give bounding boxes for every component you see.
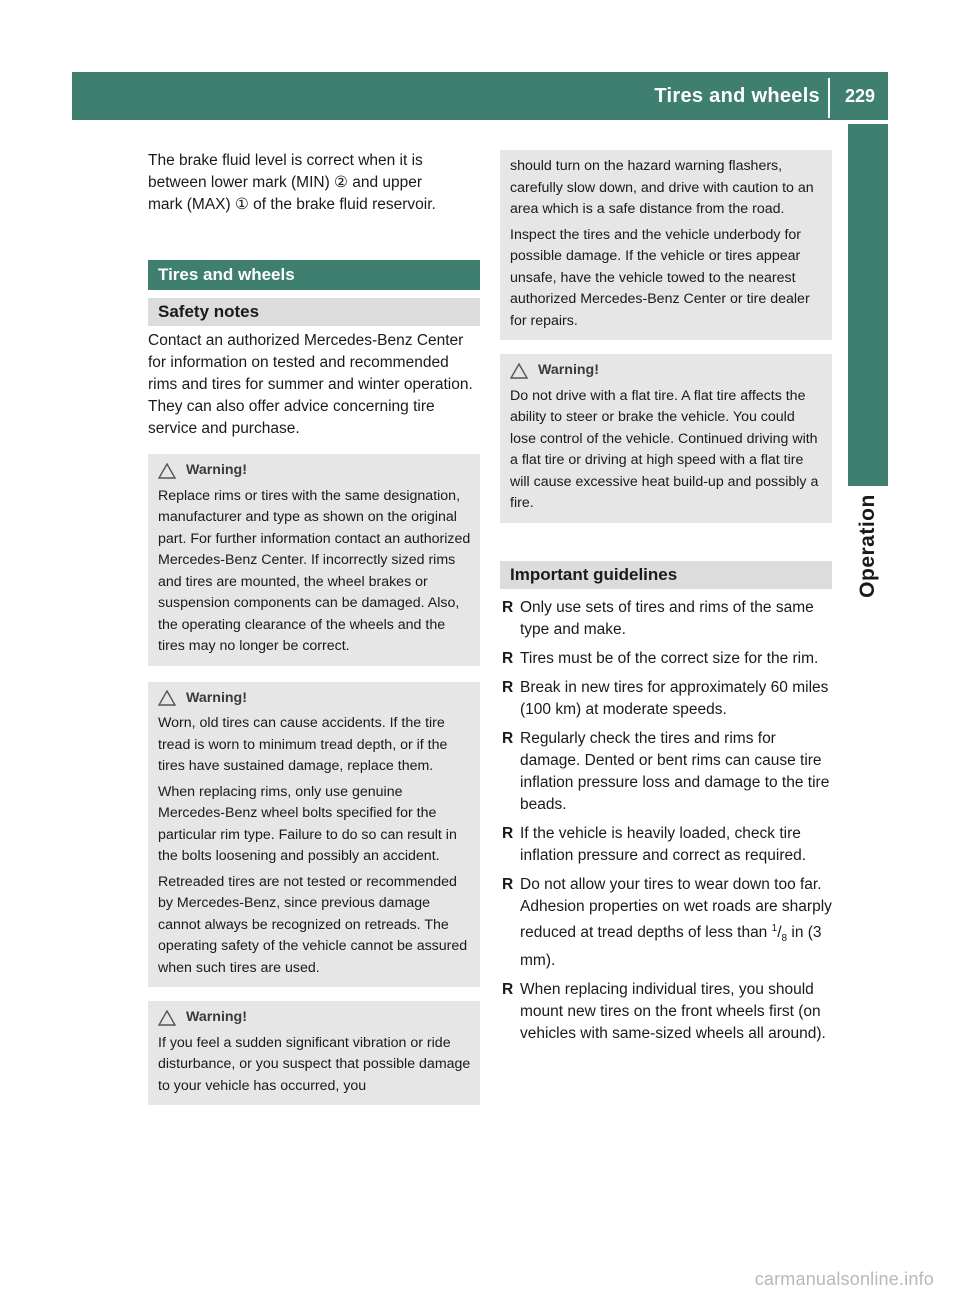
- side-tab: [848, 124, 888, 486]
- warning-box-4: [500, 354, 832, 523]
- header-section-title: Tires and wheels: [654, 85, 820, 107]
- warning-paragraph: Inspect the tires and the vehicle underbody for possible damage. If the vehicle or tires appear unsafe, have the vehicle towed to the nearest authorized Mercedes-Benz Center or tire dealer for repairs.: [510, 226, 810, 329]
- intro-line-2a: between lower mark (MIN): [148, 174, 335, 191]
- warning-box-2: [148, 682, 480, 988]
- fraction-one-eighth: $^1/_8$: [771, 922, 788, 944]
- list-item: R Tires must be of the correct size for the rim.: [500, 648, 832, 670]
- safety-notes-text: Contact an authorized Mercedes-Benz Center for information on tested and recommended rims and tires for summer and winter operation. They can also offer advice concerning tire service and purchase.: [148, 332, 473, 437]
- bullet-icon: R: [502, 824, 514, 842]
- warning-triangle-icon: [158, 1010, 176, 1026]
- list-item: R Break in new tires for approximately 60 miles (100 km) at moderate speeds.: [502, 678, 829, 718]
- bullet-icon: R: [502, 598, 514, 616]
- warning-box-3: [148, 1001, 480, 1105]
- intro-line-3a: mark (MAX): [148, 196, 235, 213]
- section-heading: Tires and wheels: [148, 260, 480, 290]
- warning-box-1: [148, 454, 480, 666]
- side-tab-label-box: [848, 486, 888, 606]
- intro-paragraph: [148, 150, 480, 216]
- warning-text: If you feel a sudden significant vibration or ride disturbance, or you suspect that possible damage to your vehicle has occurred, you: [158, 1034, 471, 1094]
- warning-paragraph: Retreaded tires are not tested or recommended by Mercedes-Benz, since previous damage cannot always be recognized on retreads. The operating safety of the vehicle cannot be assured when such tires are used.: [158, 873, 468, 976]
- max-marker-icon: ①: [234, 196, 249, 213]
- list-item: R Only use sets of tires and rims of the same type and make.: [502, 598, 814, 638]
- warning-box-continued: [500, 150, 832, 340]
- warning-text: Do not drive with a flat tire. A flat tire affects the ability to steer or brake the vehicle. You could lose control of the vehicle. Continued driving with a flat tire or driving at high speed with a flat tire will cause excessive heat build-up and possibly a fire.: [510, 387, 819, 511]
- page-number: 229: [844, 86, 876, 106]
- list-item: R Do not allow your tires to wear down too far. Adhesion properties on wet roads are sharply reduced at tread depths of less than $^1/_8$ in (3 mm).: [502, 875, 832, 969]
- intro-line-1: The brake fluid level is correct when it is: [148, 152, 423, 169]
- right-column: [500, 150, 832, 1052]
- warning-title: Warning!: [186, 1009, 247, 1025]
- bullet-icon: R: [502, 980, 514, 998]
- subheading-safety-notes: Safety notes: [148, 298, 480, 326]
- warning-triangle-icon: [158, 690, 176, 706]
- warning-title: Warning!: [538, 362, 599, 378]
- warning-triangle-icon: [158, 463, 176, 479]
- page-header: [72, 72, 888, 120]
- warning-paragraph: Worn, old tires can cause accidents. If the tire tread is worn to minimum tread depth, or if the tires have sustained damage, replace them.: [158, 715, 448, 774]
- warning-paragraph: should turn on the hazard warning flashers, carefully slow down, and drive with caution to an area which is a safe distance from the road.: [510, 158, 814, 217]
- bullet-icon: R: [502, 729, 514, 747]
- warning-title: Warning!: [186, 689, 247, 706]
- bullet-icon: R: [502, 678, 514, 696]
- warning-text: Replace rims or tires with the same designation, manufacturer and type as shown on the original part. For further information contact an authorized Mercedes-Benz Center. If incorrectly sized rims and tires are mounted, the wheel brakes or suspension components can be damaged. Also, the operating clearance of the wheels and the tires may no longer be correct.: [158, 487, 471, 654]
- min-marker-icon: ②: [334, 174, 348, 191]
- intro-line-2b: and upper: [347, 174, 423, 191]
- intro-line-3b: of the brake fluid reservoir.: [248, 196, 436, 213]
- warning-title: Warning!: [186, 462, 247, 478]
- side-tab-label: Operation: [856, 494, 879, 598]
- bullet-icon: R: [502, 875, 514, 893]
- left-column: [148, 150, 480, 1105]
- header-divider: [828, 78, 830, 118]
- bullet-icon: R: [502, 649, 514, 667]
- warning-paragraph: When replacing rims, only use genuine Mercedes-Benz wheel bolts specified for the particular rim type. Failure to do so can result in the bolts loosening and possibly an accident.: [158, 783, 457, 864]
- list-item: R If the vehicle is heavily loaded, check tire inflation pressure and correct as required.: [502, 824, 807, 864]
- guidelines-list: [500, 597, 832, 1045]
- subheading-important-guidelines: Important guidelines: [500, 561, 832, 589]
- watermark: carmanualsonline.info: [754, 1269, 934, 1289]
- warning-triangle-icon: [510, 363, 528, 379]
- list-item: R Regularly check the tires and rims for damage. Dented or bent rims can cause tire inflation pressure loss and damage to the tire beads.: [502, 729, 830, 813]
- list-item: R When replacing individual tires, you should mount new tires on the front wheels first (on vehicles with same-sized wheels all around).: [502, 980, 826, 1042]
